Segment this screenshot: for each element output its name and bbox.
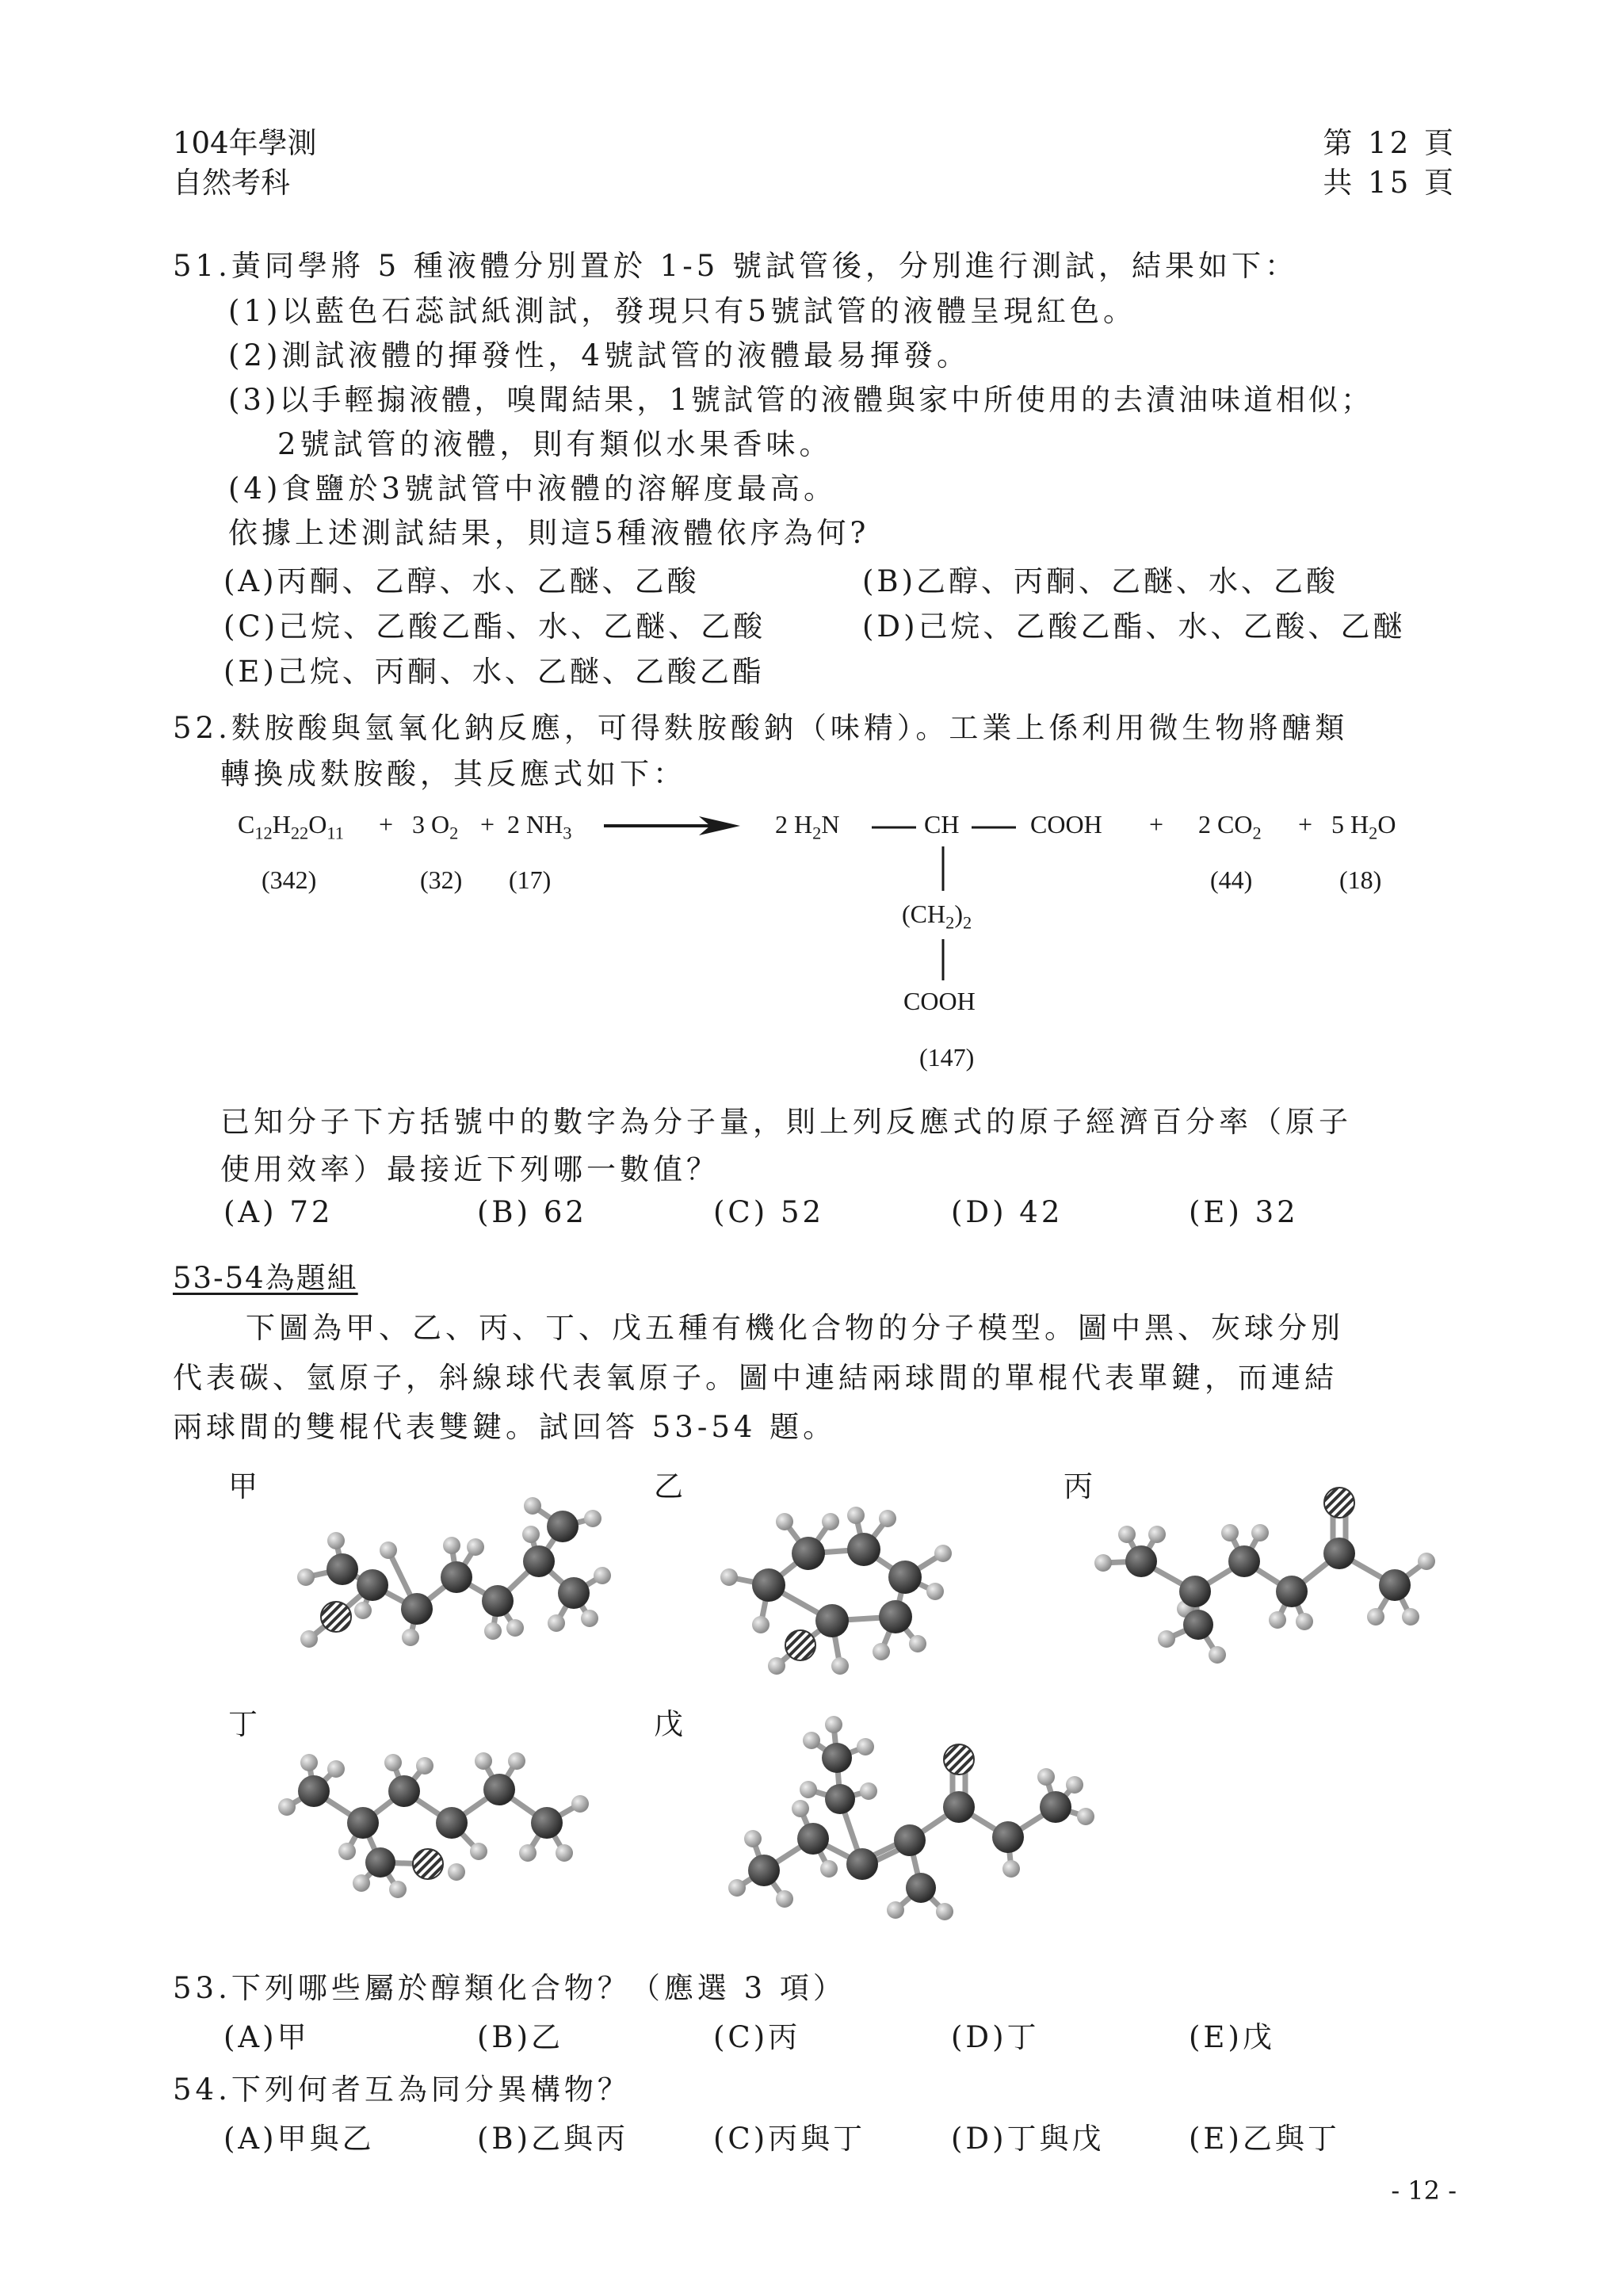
molecule-label-yi: 乙	[654, 1469, 683, 1503]
q54-option-b[interactable]: (B)乙與丙	[477, 2122, 629, 2156]
reactant-sucrose: $C_{12}H_{22}O_{11}$	[238, 810, 344, 843]
molecule-model-jia	[269, 1458, 618, 1688]
bond-line	[972, 810, 1019, 842]
mw-ammonia: (17)	[509, 865, 552, 894]
q52-option-a[interactable]: (A) 72	[223, 1195, 334, 1229]
q53-option-e[interactable]: (E)戊	[1189, 2020, 1275, 2054]
product-cooh: COOH	[1030, 810, 1102, 839]
mw-oxygen: (32)	[420, 865, 463, 894]
molecule-model-yi	[697, 1458, 1030, 1688]
q52-stem-2: 轉換成麩胺酸，其反應式如下：	[220, 757, 686, 791]
bond-line	[872, 810, 919, 842]
group-paragraph-2: 代表碳、氫原子，斜線球代表氧原子。圖中連結兩球間的單棍代表單鍵，而連結	[173, 1361, 1338, 1395]
subject-title: 自然考科	[173, 166, 290, 200]
q51-option-a[interactable]: (A)丙酮、乙醇、水、乙醚、乙酸	[223, 564, 700, 598]
molecule-label-bing: 丙	[1064, 1469, 1093, 1503]
q52-option-d[interactable]: (D) 42	[951, 1195, 1064, 1229]
mw-sucrose: (342)	[262, 865, 317, 894]
q51-option-c[interactable]: (C)己烷、乙酸乙酯、水、乙醚、乙酸	[223, 609, 766, 644]
q51-stem: 51.黃同學將 5 種液體分別置於 1-5 號試管後，分別進行測試，結果如下：	[173, 249, 1299, 283]
q52-option-c[interactable]: (C) 52	[713, 1195, 825, 1229]
plus-sign: +	[379, 810, 394, 839]
footer-page-number: - 12 -	[1391, 2176, 1457, 2206]
q52-stem-1: 52.麩胺酸與氫氧化鈉反應，可得麩胺酸鈉（味精）。工業上係利用微生物將醣類	[173, 711, 1349, 745]
mw-glutamic-acid: (147)	[919, 1043, 975, 1072]
molecule-label-wu: 戊	[654, 1707, 683, 1741]
side-chain-ch2: $(CH_2)_2$	[902, 900, 972, 933]
q51-line-2: (2)測試液體的揮發性，4號試管的液體最易揮發。	[228, 338, 970, 372]
bond-line-vertical	[939, 939, 947, 987]
group-paragraph-3: 兩球間的雙棍代表雙鍵。試回答 53-54 題。	[173, 1410, 837, 1444]
reaction-arrow	[604, 810, 747, 842]
q51-option-d[interactable]: (D)己烷、乙酸乙酯、水、乙酸、乙醚	[862, 609, 1406, 644]
page-number-header: 第 12 頁	[1323, 126, 1457, 160]
plus-sign: +	[1298, 810, 1313, 839]
product-water: 5 $H_2O$	[1331, 810, 1396, 843]
q51-line-6: 依據上述測試結果，則這5種液體依序為何?	[228, 516, 870, 550]
molecule-model-bing	[1078, 1458, 1458, 1688]
group-title: 53-54為題組	[173, 1261, 358, 1295]
side-chain-cooh: COOH	[903, 987, 976, 1015]
plus-sign: +	[1149, 810, 1164, 839]
q51-option-e[interactable]: (E)己烷、丙酮、水、乙醚、乙酸乙酯	[223, 655, 765, 689]
q53-option-b[interactable]: (B)乙	[477, 2020, 564, 2054]
q52-after-2: 使用效率）最接近下列哪一數值？	[220, 1152, 720, 1186]
q54-option-d[interactable]: (D)丁與戊	[951, 2122, 1105, 2156]
molecule-label-jia: 甲	[228, 1469, 258, 1503]
molecule-label-ding: 丁	[228, 1707, 258, 1741]
q51-option-b[interactable]: (B)乙醇、丙酮、乙醚、水、乙酸	[862, 564, 1339, 598]
mw-co2: (44)	[1210, 865, 1253, 894]
molecule-model-ding	[269, 1696, 634, 1910]
group-paragraph-1: 下圖為甲、乙、丙、丁、戊五種有機化合物的分子模型。圖中黑、灰球分別	[246, 1311, 1344, 1345]
product-co2: 2 $CO_2$	[1198, 810, 1262, 843]
q53-option-a[interactable]: (A)甲	[223, 2020, 310, 2054]
plus-sign: +	[480, 810, 495, 839]
product-ch: CH	[924, 810, 960, 839]
q51-line-4: 2號試管的液體，則有類似水果香味。	[277, 427, 833, 461]
q52-option-b[interactable]: (B) 62	[477, 1195, 587, 1229]
q52-option-e[interactable]: (E) 32	[1189, 1195, 1299, 1229]
q51-line-5: (4)食鹽於3號試管中液體的溶解度最高。	[228, 472, 837, 506]
q53-stem: 53.下列哪些屬於醇類化合物？（應選 3 項）	[173, 1971, 846, 2005]
q54-stem: 54.下列何者互為同分異構物？	[173, 2073, 631, 2107]
reactant-ammonia: 2 $NH_3$	[507, 810, 572, 843]
reactant-oxygen: 3 $O_2$	[412, 810, 459, 843]
bond-line-vertical	[939, 846, 947, 894]
q54-option-a[interactable]: (A)甲與乙	[223, 2122, 375, 2156]
exam-title: 104年學測	[173, 126, 317, 160]
q53-option-d[interactable]: (D)丁	[951, 2020, 1040, 2054]
q51-line-1: (1)以藍色石蕊試紙測試，發現只有5號試管的液體呈現紅色。	[228, 294, 1136, 328]
product-amine: 2 $H_2N$	[775, 810, 840, 843]
page-total-header: 共 15 頁	[1323, 166, 1457, 200]
q53-option-c[interactable]: (C)丙	[713, 2020, 801, 2054]
q52-after-1: 已知分子下方括號中的數字為分子量，則上列反應式的原子經濟百分率（原子	[220, 1105, 1352, 1139]
q54-option-c[interactable]: (C)丙與丁	[713, 2122, 866, 2156]
q54-option-e[interactable]: (E)乙與丁	[1189, 2122, 1340, 2156]
q51-line-3: (3)以手輕搧液體，嗅聞結果，1號試管的液體與家中所使用的去漬油味道相似；	[228, 383, 1373, 417]
molecule-model-wu	[697, 1680, 1125, 1942]
mw-water: (18)	[1339, 865, 1382, 894]
